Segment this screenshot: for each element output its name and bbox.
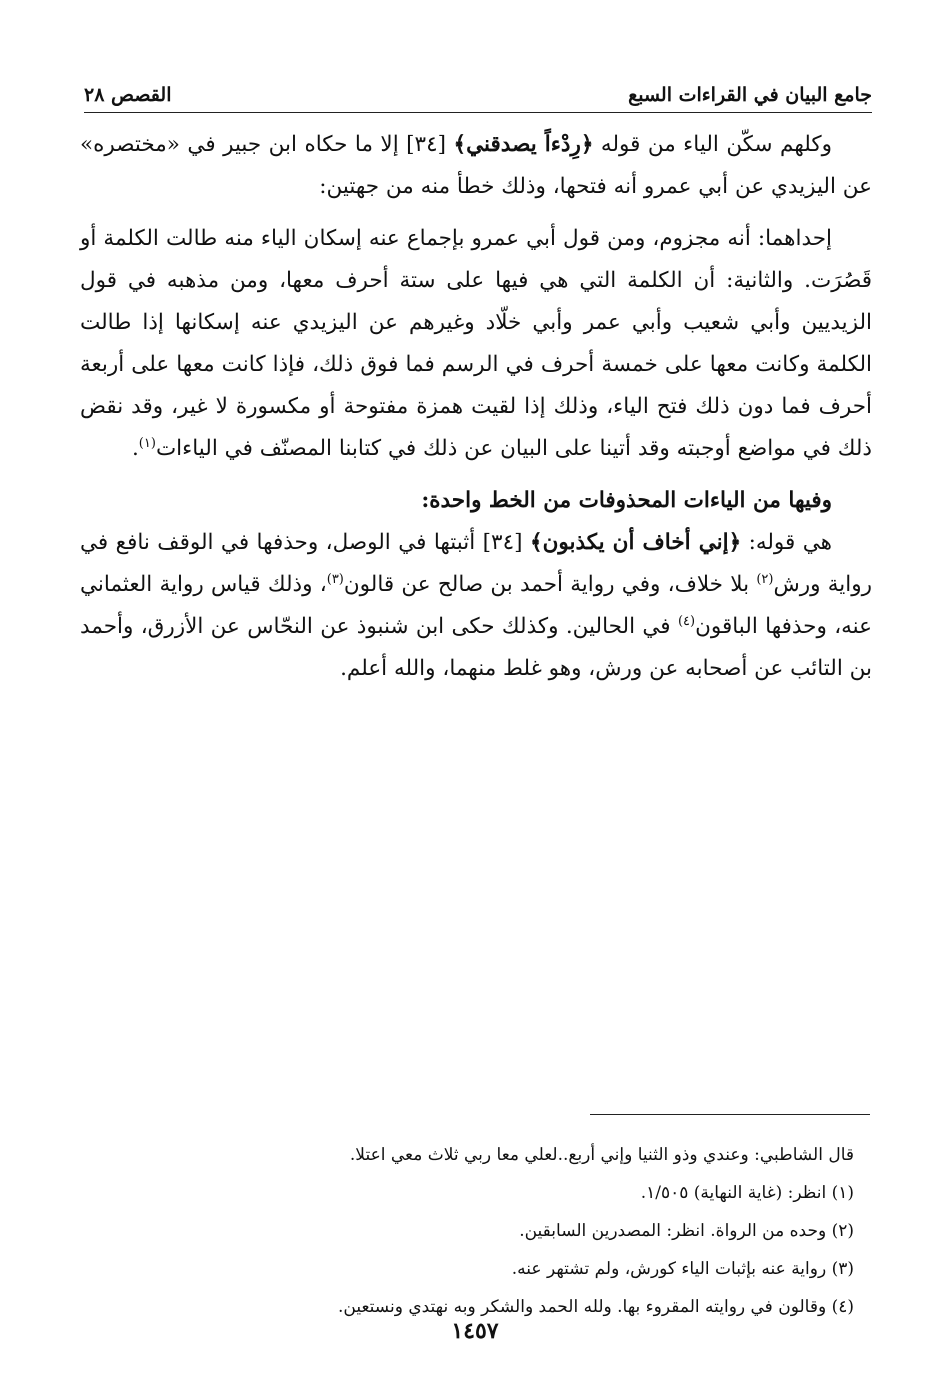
- quran-quote: ﴿إني أخاف أن يكذبون﴾: [529, 530, 742, 555]
- footnote-line: (٤) وقالون في روايته المقروء بها. ولله الحمد والشكر وبه نهتدي ونستعين.: [338, 1297, 854, 1317]
- paragraph-2: إحداهما: أنه مجزوم، ومن قول أبي عمرو بإجماع عنه إسكان الياء منه طالت الكلمة أو قَصُرَت. والثانية: أن الكلمة التي هي فيها على ستة أحرف معها، ومن مذهبه في قول الزيديين وأبي شعيب وأبي عمر وأبي خلّاد وغيرهم عن اليزيدي عنه إسكانها إذا طالت الكلمة وكانت معها على خمسة أحرف في الرسم فما فوق ذلك، فإذا كانت معها على أربعة أحرف فما دون ذلك فتح الياء، وذلك إذا لقيت همزة مفتوحة أو مكسورة لا غير، وقد نقض ذلك في مواضع أوجبته وقد أتينا على البيان عن ذلك في كتابنا المصنّف في الياءات$^{(١)}$.: [80, 226, 872, 461]
- quran-quote: ﴿رِدْءاً يصدقني﴾: [453, 132, 594, 157]
- running-header: [84, 66, 872, 106]
- footnotes: [80, 1136, 854, 1326]
- footnote-ref: (١): [138, 435, 156, 451]
- main-text: [80, 124, 872, 690]
- footnote-divider: [590, 1114, 870, 1115]
- paragraph-3: هي قوله: ﴿إني أخاف أن يكذبون﴾ [٣٤] أثبتها في الوصل، وحذفها في الوقف نافع في رواية ورش$^{(٢)}$ بلا خلاف، وفي رواية أحمد بن صالح عن قالون$^{(٣)}$، وذلك قياس رواية العثماني عنه، وحذفها الباقون$^{(٤)}$ في الحالين. وكذلك حكى ابن شنبوذ عن النحّاس عن الأزرق، وأحمد بن التائب عن أصحابه عن ورش، وهو غلط منهما، والله أعلم.: [80, 530, 872, 681]
- header-divider: [84, 112, 872, 113]
- footnote-line: (١) انظر: (غاية النهاية) ١/٥٠٥.: [640, 1183, 854, 1203]
- footnote-line: (٢) وحده من الرواة. انظر: المصدرين السابقين.: [519, 1221, 854, 1241]
- book-title: جامع البيان في القراءات السبع: [628, 84, 872, 106]
- footnote-line: (٣) رواية عنه بإثبات الياء كورش، ولم تشتهر عنه.: [511, 1259, 854, 1279]
- footnote-ref: (٢): [756, 571, 774, 587]
- paragraph-1: وكلهم سكّن الياء من قوله ﴿رِدْءاً يصدقني﴾ [٣٤] إلا ما حكاه ابن جبير في «مختصره» عن اليزيدي عن أبي عمرو أنه فتحها، وذلك خطأ منه من جهتين:: [80, 132, 872, 199]
- footnote-line: قال الشاطبي: وعندي وذو الثنيا وإني أربع..لعلي معا ربي ثلاث معي اعتلا.: [349, 1145, 854, 1165]
- surah-label: القصص ٢٨: [84, 84, 172, 106]
- footnote-ref: (٣): [326, 571, 344, 587]
- section-heading: وفيها من الياءات المحذوفات من الخط واحدة:: [421, 488, 832, 513]
- page-number: ١٤٥٧: [451, 1318, 499, 1344]
- footnote-ref: (٤): [677, 613, 696, 629]
